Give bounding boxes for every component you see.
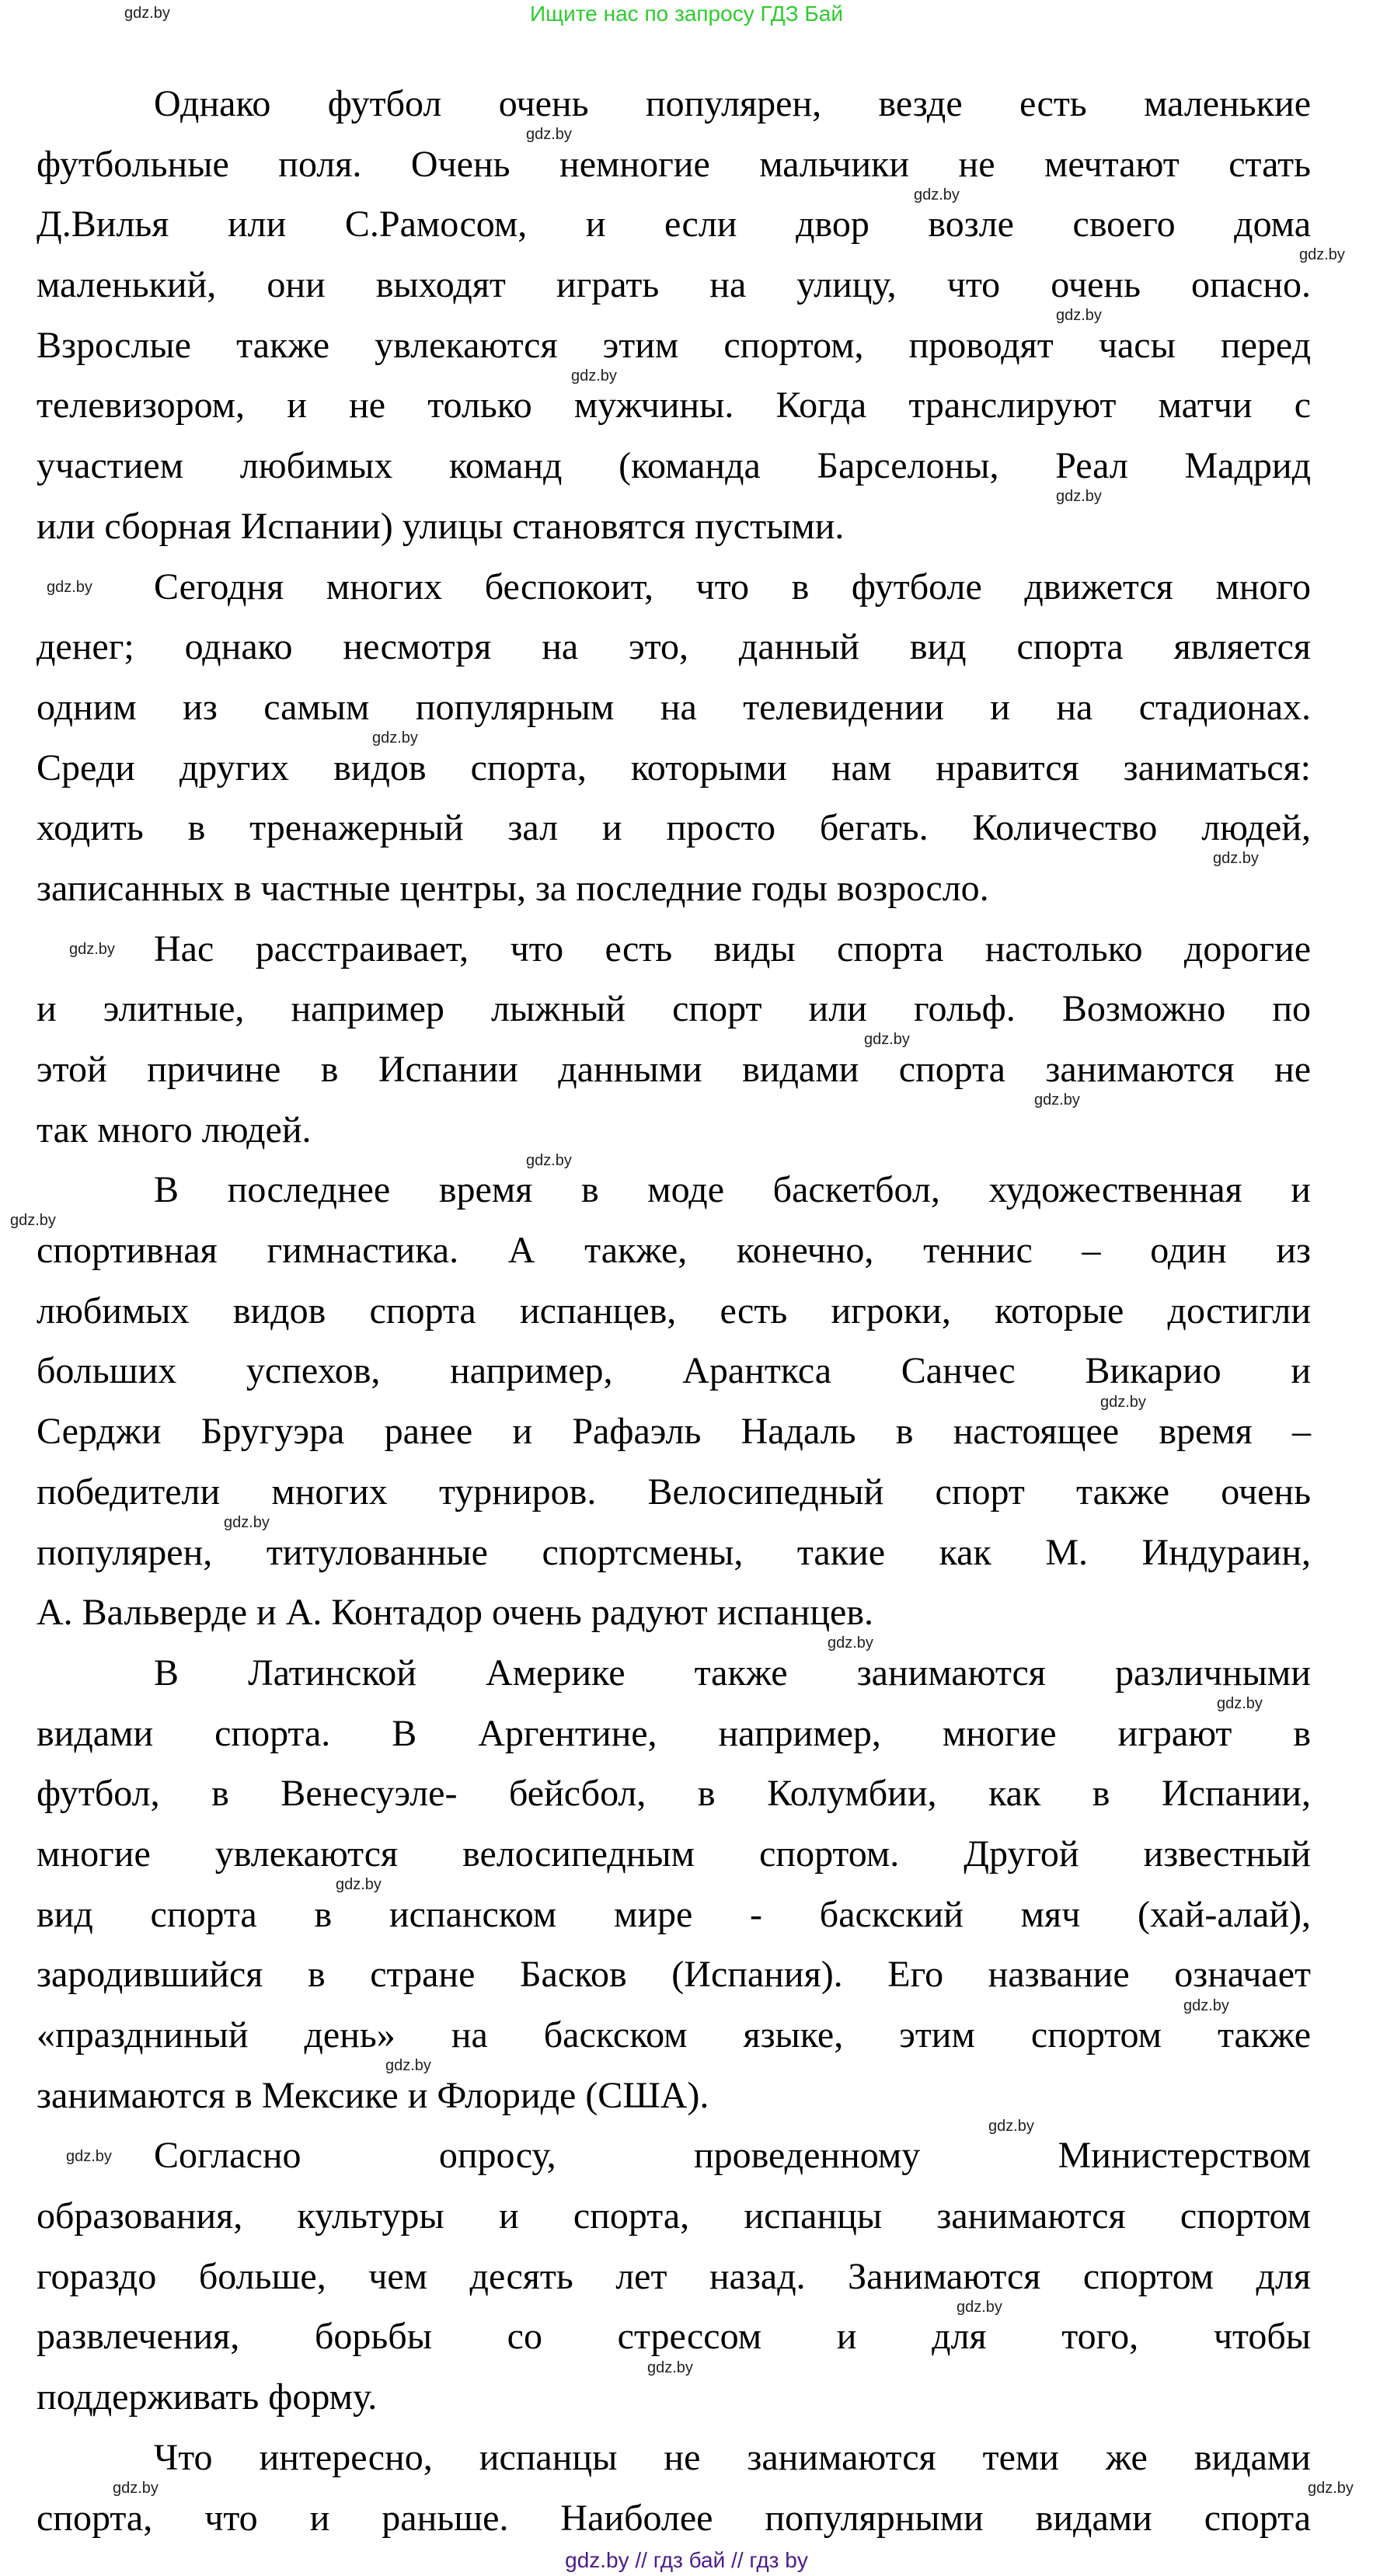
watermark-text: gdz.by [1183,1996,1229,2014]
watermark-text: gdz.by [385,2057,431,2075]
text-line: денег; однако несмотря на это, данный вид спорта является [37,626,1311,668]
text-line: В последнее время в моде баскетбол, художественная и [154,1169,1311,1211]
text-line: футбольные поля. Очень немногие мальчики не мечтают стать [37,143,1311,185]
search-banner: Ищите нас по запросу ГДЗ Бай [529,2,844,26]
text-line: гораздо больше, чем десять лет назад. Занимаются спортом для [37,2255,1311,2297]
watermark-text: gdz.by [224,1513,270,1531]
text-line: ходить в тренажерный зал и просто бегать. Количество людей, [37,807,1311,849]
text-line: Согласно опросу, проведенному Министерством [154,2135,1311,2177]
text-line: или сборная Испании) улицы становятся пустыми. [37,505,845,547]
text-line: «праздниный день» на баскском языке, этим спортом также [37,2014,1311,2056]
text-line: Д.Вилья или С.Рамосом, и если двор возле своего дома [37,204,1311,245]
text-line: Сегодня многих беспокоит, что в футболе движется много [154,566,1311,607]
watermark-text: gdz.by [66,2147,112,2165]
watermark-text: gdz.by [1213,850,1259,868]
watermark-text: gdz.by [113,2480,159,2498]
watermark-text: gdz.by [864,1031,910,1049]
paragraph [37,83,1311,548]
text-line: развлечения, борьбы со стрессом и для того, чтобы [37,2316,1311,2358]
text-line: поддерживать форму. [37,2376,378,2418]
watermark-text: gdz.by [1299,246,1345,264]
text-line: телевизором, и не только мужчины. Когда транслируют матчи с [37,385,1311,426]
text-line: образования, культуры и спорта, испанцы занимаются спортом [37,2195,1311,2237]
text-line: Взрослые также увлекаются этим спортом, проводят часы перед [37,324,1311,366]
text-line: Серджи Бругуэра ранее и Рафаэль Надаль в настоящее время – [37,1411,1311,1453]
document-body [37,83,1311,2557]
watermark-text: gdz.by [988,2117,1034,2135]
watermark-text: gdz.by [1217,1695,1263,1713]
text-line: записанных в частные центры, за последние годы возросло. [37,867,989,909]
watermark-text: gdz.by [828,1634,873,1652]
text-line: Среди других видов спорта, которыми нам нравится заниматься: [37,747,1311,788]
text-line: Что интересно, испанцы не занимаются теми же видами [154,2436,1311,2478]
watermark-text: gdz.by [647,2358,693,2376]
text-line: участием любимых команд (команда Барселоны, Реал Мадрид [37,445,1311,487]
text-line: так много людей. [37,1109,312,1150]
watermark-text: gdz.by [372,729,418,747]
watermark-text: gdz.by [526,125,572,143]
watermark-text: gdz.by [69,940,115,958]
watermark-text: gdz.by [336,1876,382,1894]
watermark-text: gdz.by [1034,1091,1080,1109]
watermark-text: gdz.by [571,367,617,385]
watermark-text: gdz.by [47,578,92,596]
watermark-text: gdz.by [526,1151,572,1169]
text-line: одним из самым популярным на телевидении и на стадионах. [37,686,1311,728]
text-line: этой причине в Испании данными видами спорта занимаются не [37,1049,1311,1090]
watermark-text: gdz.by [1056,488,1102,506]
text-line: победители многих турниров. Велосипедный спорт также очень [37,1471,1311,1513]
text-line: Нас расстраивает, что есть виды спорта настолько дорогие [154,928,1311,969]
text-line: видами спорта. В Аргентине, например, многие играют в [37,1712,1311,1754]
text-line: Однако футбол очень популярен, везде есть маленькие [154,83,1311,124]
paragraph [37,1652,1311,2117]
watermark-text: gdz.by [914,186,960,204]
watermark-text: gdz.by [124,5,170,23]
watermark-text: gdz.by [10,1212,56,1230]
text-line: вид спорта в испанском мире - баскский мяч (хай-алай), [37,1893,1311,1935]
text-line: спорта, что и раньше. Наиболее популярными видами спорта [37,2497,1311,2539]
watermark-text: gdz.by [1100,1393,1146,1411]
text-line: А. Вальверде и А. Контадор очень радуют испанцев. [37,1592,874,1634]
paragraph [37,566,1311,910]
text-line: зародившийся в стране Басков (Испания). Его название означает [37,1954,1311,1996]
footer-links: gdz.by // гдз бай // гдз by [565,2548,808,2572]
text-line: любимых видов спорта испанцев, есть игроки, которые достигли [37,1290,1311,1332]
paragraph [37,928,1311,1151]
text-line: футбол, в Венесуэле- бейсбол, в Колумбии, как в Испании, [37,1773,1311,1815]
text-line: и элитные, например лыжный спорт или гольф. Возможно по [37,988,1311,1030]
text-line: маленький, они выходят играть на улицу, что очень опасно. [37,264,1311,306]
paragraph [37,2437,1311,2539]
text-line: спортивная гимнастика. А также, конечно, теннис – один из [37,1230,1311,1272]
text-line: популярен, титулованные спортсмены, такие как М. Индураин, [37,1531,1311,1573]
text-line: многие увлекаются велосипедным спортом. Другой известный [37,1833,1311,1875]
watermark-text: gdz.by [1056,306,1102,324]
text-line: занимаются в Мексике и Флориде (США). [37,2074,709,2116]
text-line: больших успехов, например, Аранткса Санчес Викарио и [37,1350,1311,1392]
watermark-text: gdz.by [957,2299,1002,2317]
text-line: В Латинской Америке также занимаются различными [154,1652,1311,1694]
watermark-text: gdz.by [1308,2480,1354,2498]
